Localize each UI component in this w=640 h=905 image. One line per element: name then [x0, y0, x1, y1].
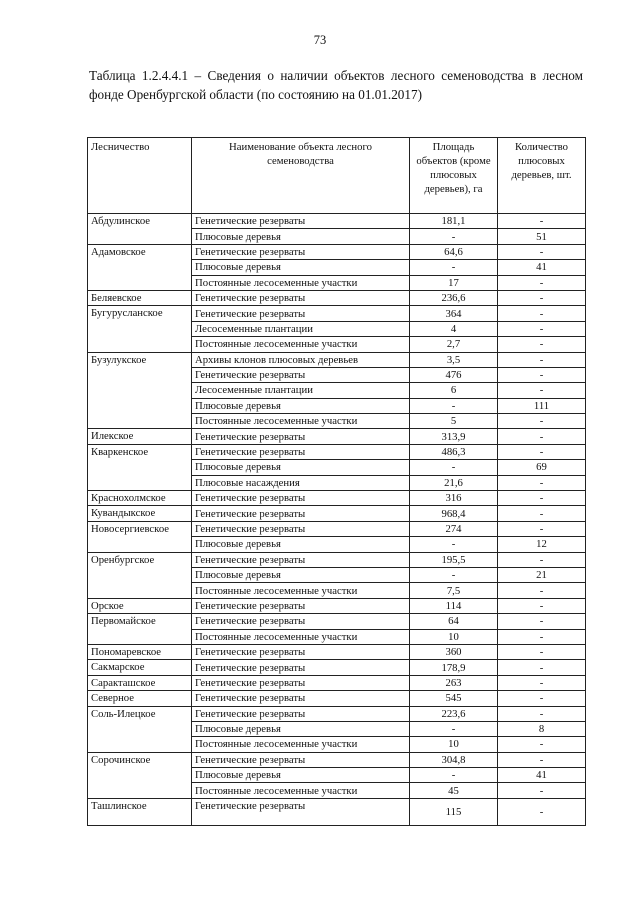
table-row	[88, 798, 586, 825]
object-name-cell: Генетические резерваты	[192, 752, 410, 767]
tree-count-cell: -	[498, 706, 586, 721]
area-cell: 968,4	[410, 506, 498, 521]
area-cell: 10	[410, 629, 498, 644]
tree-count-cell: -	[498, 660, 586, 675]
object-name-cell: Постоянные лесосеменные участки	[192, 583, 410, 598]
area-cell: -	[410, 537, 498, 552]
tree-count-cell: 8	[498, 721, 586, 736]
tree-count-cell: -	[498, 598, 586, 613]
forestry-cell: Соль-Илецкое	[88, 706, 192, 752]
forestry-cell: Северное	[88, 691, 192, 706]
area-cell: 486,3	[410, 444, 498, 459]
object-name-cell: Генетические резерваты	[192, 675, 410, 690]
area-cell: 115	[410, 798, 498, 825]
table-row	[88, 691, 586, 706]
table-row	[88, 552, 586, 567]
tree-count-cell: -	[498, 444, 586, 459]
object-name-cell: Плюсовые деревья	[192, 537, 410, 552]
area-cell: 45	[410, 783, 498, 798]
seed-objects-table	[87, 137, 586, 826]
area-cell: 236,6	[410, 290, 498, 305]
tree-count-cell: 21	[498, 567, 586, 582]
object-name-cell: Плюсовые деревья	[192, 567, 410, 582]
area-cell: 178,9	[410, 660, 498, 675]
table-row	[88, 306, 586, 321]
table-row	[88, 491, 586, 506]
object-name-cell: Генетические резерваты	[192, 644, 410, 659]
table-body	[88, 214, 586, 826]
table-row	[88, 614, 586, 629]
forestry-cell: Саракташское	[88, 675, 192, 690]
tree-count-cell: 69	[498, 460, 586, 475]
tree-count-cell: -	[498, 752, 586, 767]
tree-count-cell: -	[498, 367, 586, 382]
object-name-cell: Постоянные лесосеменные участки	[192, 737, 410, 752]
tree-count-cell: -	[498, 337, 586, 352]
object-name-cell: Генетические резерваты	[192, 444, 410, 459]
area-cell: 10	[410, 737, 498, 752]
area-cell: 6	[410, 383, 498, 398]
forestry-cell: Бузулукское	[88, 352, 192, 429]
area-cell: 476	[410, 367, 498, 382]
object-name-cell: Постоянные лесосеменные участки	[192, 275, 410, 290]
object-name-cell: Плюсовые деревья	[192, 721, 410, 736]
object-name-cell: Плюсовые деревья	[192, 768, 410, 783]
tree-count-cell: -	[498, 352, 586, 367]
area-cell: 64,6	[410, 244, 498, 259]
header-tree-count: Количество плюсовых деревьев, шт.	[498, 138, 586, 214]
object-name-cell: Генетические резерваты	[192, 798, 410, 825]
tree-count-cell: -	[498, 214, 586, 229]
forestry-cell: Новосергиевское	[88, 521, 192, 552]
area-cell: -	[410, 260, 498, 275]
tree-count-cell: -	[498, 629, 586, 644]
area-cell: 181,1	[410, 214, 498, 229]
header-forestry: Лесничество	[88, 138, 192, 214]
object-name-cell: Генетические резерваты	[192, 506, 410, 521]
object-name-cell: Плюсовые насаждения	[192, 475, 410, 490]
forestry-cell: Сорочинское	[88, 752, 192, 798]
object-name-cell: Генетические резерваты	[192, 706, 410, 721]
area-cell: 21,6	[410, 475, 498, 490]
tree-count-cell: -	[498, 414, 586, 429]
tree-count-cell: -	[498, 798, 586, 825]
area-cell: 4	[410, 321, 498, 336]
tree-count-cell: -	[498, 552, 586, 567]
object-name-cell: Генетические резерваты	[192, 598, 410, 613]
object-name-cell: Генетические резерваты	[192, 521, 410, 536]
table-row	[88, 521, 586, 536]
object-name-cell: Плюсовые деревья	[192, 398, 410, 413]
area-cell: 64	[410, 614, 498, 629]
forestry-cell: Абдулинское	[88, 214, 192, 245]
table-row	[88, 660, 586, 675]
area-cell: 5	[410, 414, 498, 429]
table-row	[88, 675, 586, 690]
tree-count-cell: 51	[498, 229, 586, 244]
forestry-cell: Пономаревское	[88, 644, 192, 659]
tree-count-cell: -	[498, 675, 586, 690]
area-cell: 274	[410, 521, 498, 536]
tree-count-cell: 41	[498, 768, 586, 783]
area-cell: 313,9	[410, 429, 498, 444]
table-row	[88, 244, 586, 259]
forestry-cell: Ташлинское	[88, 798, 192, 825]
tree-count-cell: -	[498, 691, 586, 706]
forestry-cell: Беляевское	[88, 290, 192, 305]
tree-count-cell: -	[498, 583, 586, 598]
area-cell: 195,5	[410, 552, 498, 567]
forestry-cell: Бугурусланское	[88, 306, 192, 352]
table-row	[88, 444, 586, 459]
forestry-cell: Кваркенское	[88, 444, 192, 490]
tree-count-cell: -	[498, 737, 586, 752]
tree-count-cell: 41	[498, 260, 586, 275]
table-row	[88, 752, 586, 767]
object-name-cell: Генетические резерваты	[192, 367, 410, 382]
object-name-cell: Генетические резерваты	[192, 660, 410, 675]
tree-count-cell: -	[498, 614, 586, 629]
table-row	[88, 290, 586, 305]
object-name-cell: Генетические резерваты	[192, 306, 410, 321]
area-cell: 545	[410, 691, 498, 706]
table-row	[88, 644, 586, 659]
area-cell: 316	[410, 491, 498, 506]
object-name-cell: Лесосеменные плантации	[192, 383, 410, 398]
area-cell: -	[410, 768, 498, 783]
table-row	[88, 506, 586, 521]
tree-count-cell: -	[498, 290, 586, 305]
object-name-cell: Лесосеменные плантации	[192, 321, 410, 336]
area-cell: 114	[410, 598, 498, 613]
area-cell: -	[410, 567, 498, 582]
object-name-cell: Плюсовые деревья	[192, 229, 410, 244]
object-name-cell: Генетические резерваты	[192, 614, 410, 629]
tree-count-cell: -	[498, 506, 586, 521]
forestry-cell: Адамовское	[88, 244, 192, 290]
area-cell: 223,6	[410, 706, 498, 721]
area-cell: -	[410, 721, 498, 736]
header-area: Площадь объектов (кроме плюсовых деревьев), га	[410, 138, 498, 214]
table-caption: Таблица 1.2.4.4.1 – Сведения о наличии объектов лесного семеноводства в лесном фонде Оренбургской области (по состоянию на 01.01.2017)	[89, 68, 583, 102]
area-cell: 364	[410, 306, 498, 321]
table-row	[88, 352, 586, 367]
tree-count-cell: -	[498, 321, 586, 336]
tree-count-cell: 12	[498, 537, 586, 552]
tree-count-cell: -	[498, 521, 586, 536]
area-cell: 3,5	[410, 352, 498, 367]
table-row	[88, 214, 586, 229]
tree-count-cell: -	[498, 306, 586, 321]
object-name-cell: Генетические резерваты	[192, 429, 410, 444]
area-cell: 263	[410, 675, 498, 690]
tree-count-cell: 111	[498, 398, 586, 413]
object-name-cell: Генетические резерваты	[192, 214, 410, 229]
header-object-name: Наименование объекта лесного семеноводства	[192, 138, 410, 214]
area-cell: -	[410, 229, 498, 244]
tree-count-cell: -	[498, 429, 586, 444]
tree-count-cell: -	[498, 383, 586, 398]
tree-count-cell: -	[498, 783, 586, 798]
object-name-cell: Архивы клонов плюсовых деревьев	[192, 352, 410, 367]
object-name-cell: Постоянные лесосеменные участки	[192, 337, 410, 352]
area-cell: 17	[410, 275, 498, 290]
tree-count-cell: -	[498, 244, 586, 259]
forestry-cell: Оренбургское	[88, 552, 192, 598]
forestry-cell: Кувандыкское	[88, 506, 192, 521]
forestry-cell: Орское	[88, 598, 192, 613]
forestry-cell: Первомайское	[88, 614, 192, 645]
area-cell: 7,5	[410, 583, 498, 598]
area-cell: -	[410, 460, 498, 475]
object-name-cell: Плюсовые деревья	[192, 260, 410, 275]
area-cell: -	[410, 398, 498, 413]
object-name-cell: Постоянные лесосеменные участки	[192, 414, 410, 429]
object-name-cell: Постоянные лесосеменные участки	[192, 629, 410, 644]
table-row	[88, 429, 586, 444]
tree-count-cell: -	[498, 275, 586, 290]
tree-count-cell: -	[498, 491, 586, 506]
area-cell: 360	[410, 644, 498, 659]
table-header-row	[88, 138, 586, 214]
table-row	[88, 598, 586, 613]
object-name-cell: Постоянные лесосеменные участки	[192, 783, 410, 798]
area-cell: 2,7	[410, 337, 498, 352]
tree-count-cell: -	[498, 644, 586, 659]
object-name-cell: Генетические резерваты	[192, 244, 410, 259]
object-name-cell: Генетические резерваты	[192, 691, 410, 706]
forestry-cell: Краснохолмское	[88, 491, 192, 506]
area-cell: 304,8	[410, 752, 498, 767]
table-row	[88, 706, 586, 721]
forestry-cell: Илекское	[88, 429, 192, 444]
object-name-cell: Генетические резерваты	[192, 491, 410, 506]
page-number: 73	[313, 33, 327, 47]
object-name-cell: Генетические резерваты	[192, 290, 410, 305]
forestry-cell: Сакмарское	[88, 660, 192, 675]
object-name-cell: Плюсовые деревья	[192, 460, 410, 475]
tree-count-cell: -	[498, 475, 586, 490]
object-name-cell: Генетические резерваты	[192, 552, 410, 567]
